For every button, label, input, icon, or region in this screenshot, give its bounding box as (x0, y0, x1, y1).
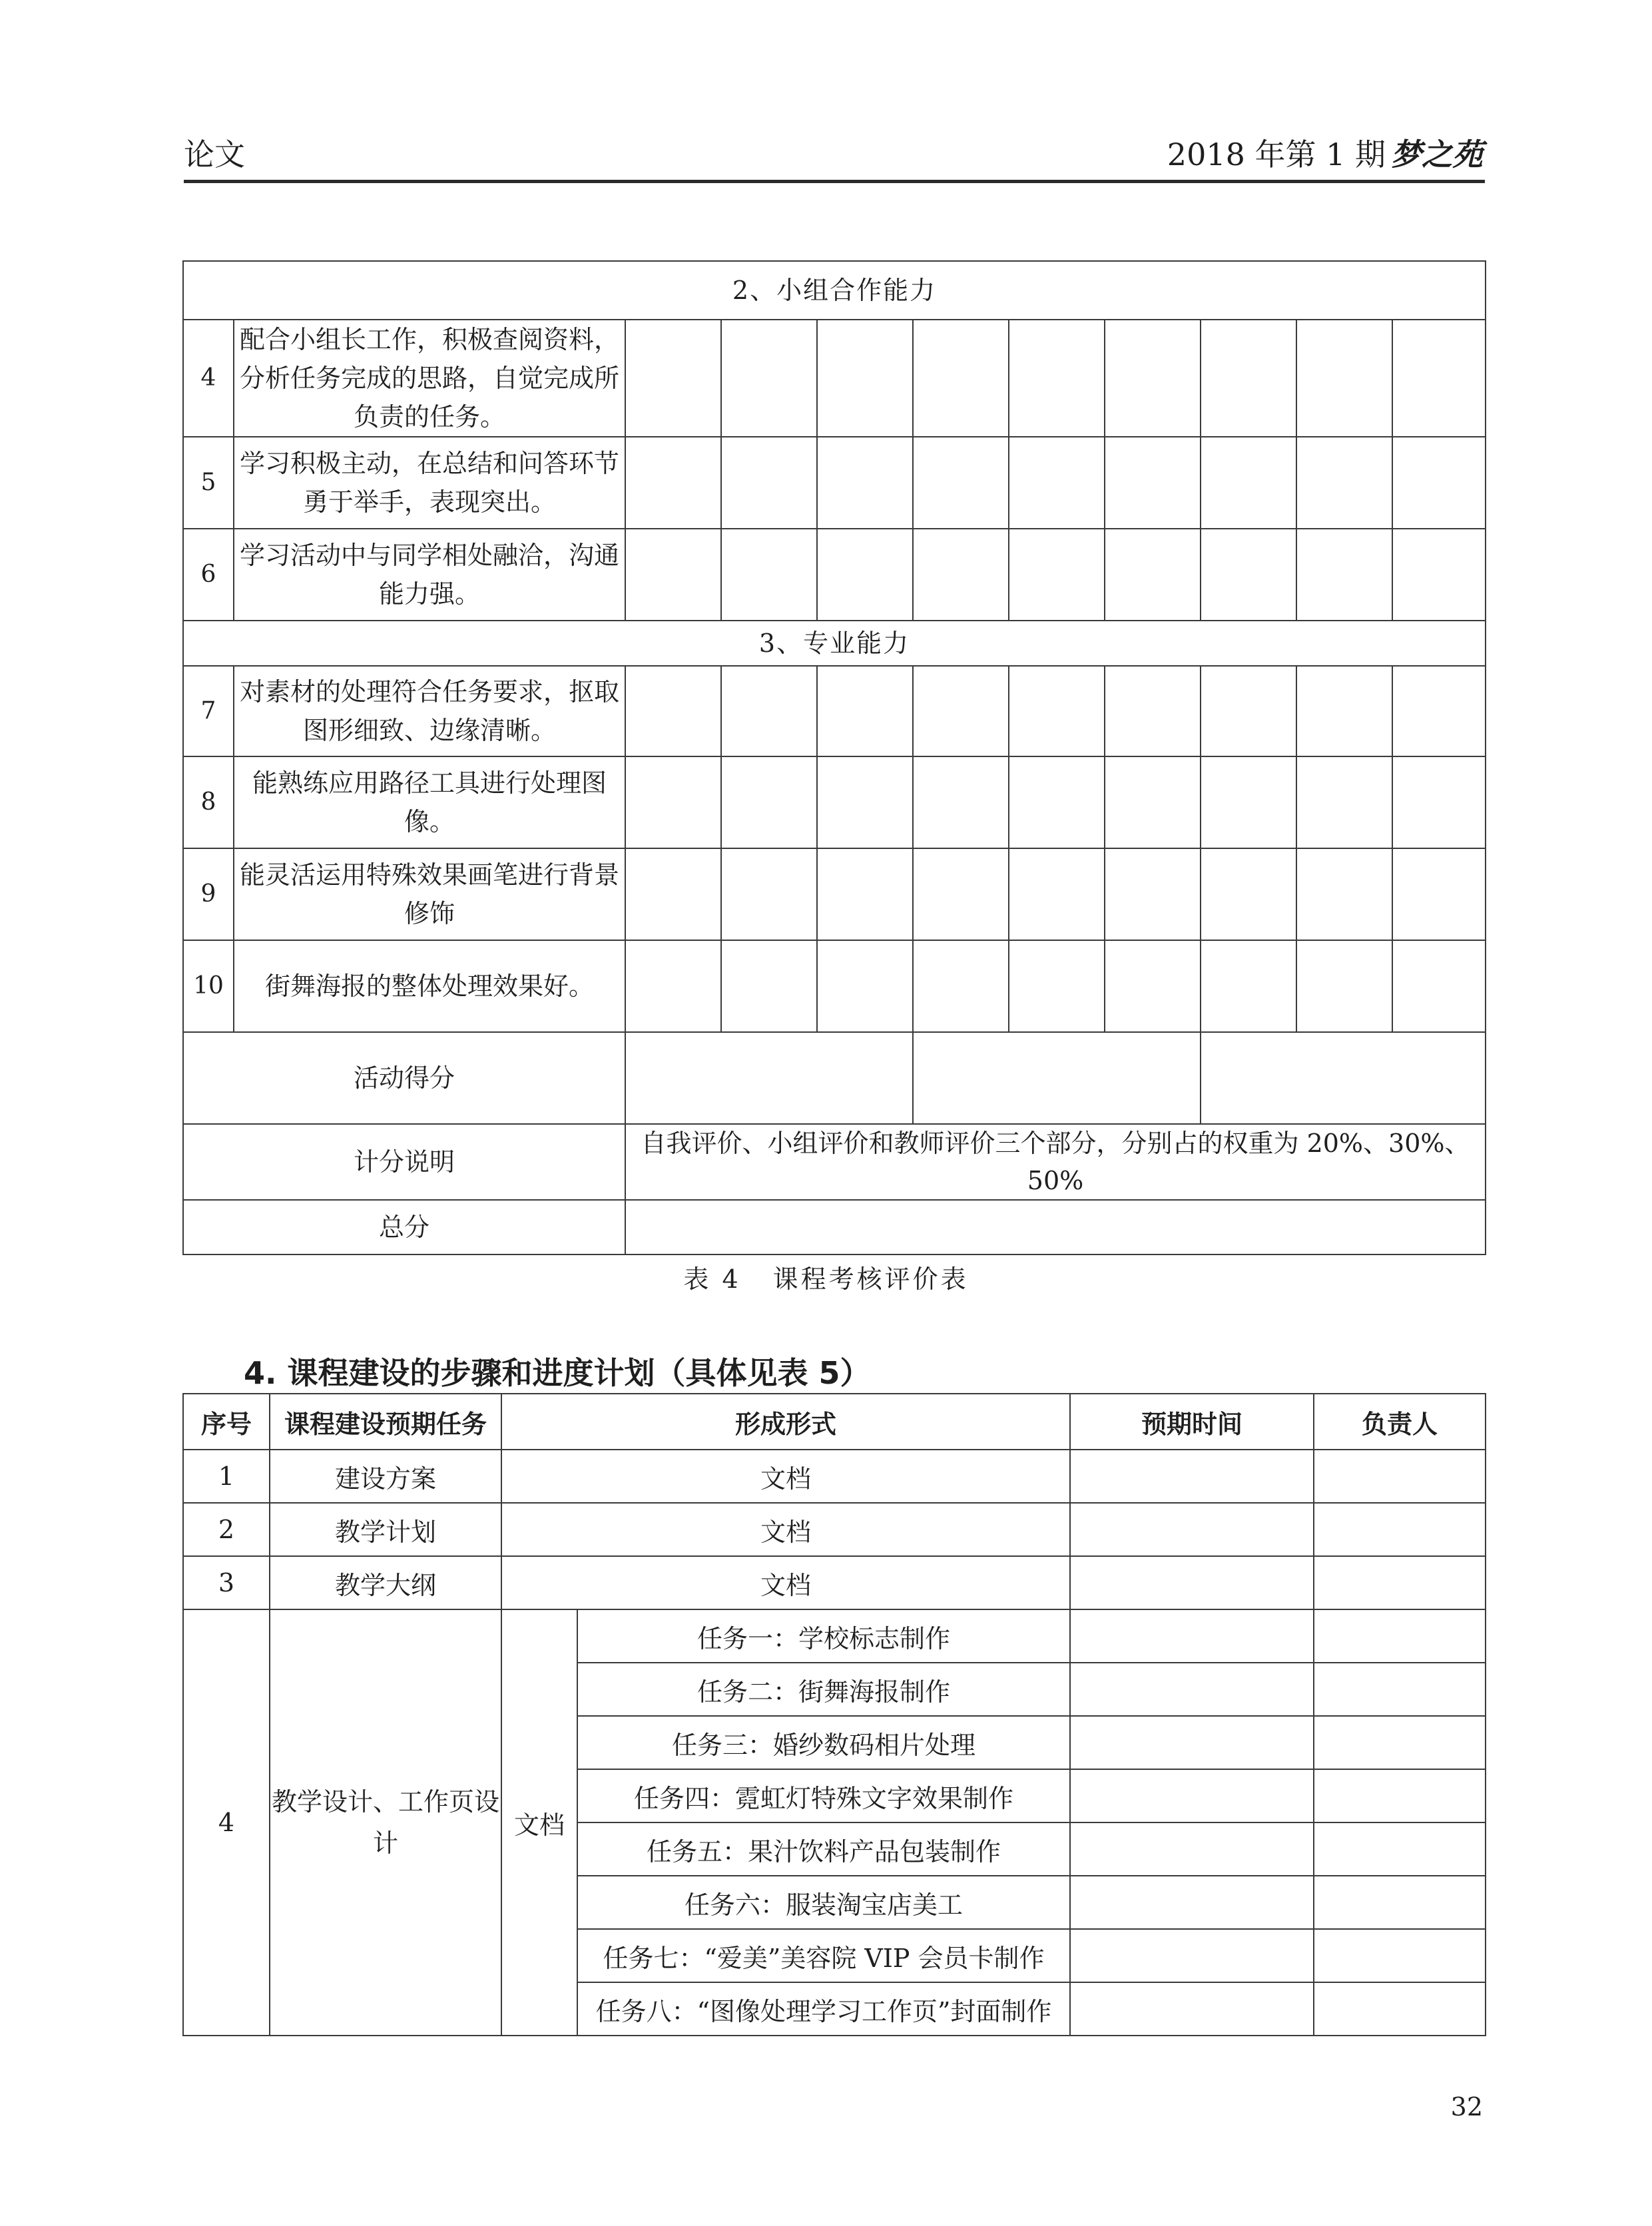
score-cell[interactable] (1296, 529, 1392, 621)
scoring-note-row (183, 1124, 1486, 1200)
criterion-text: 能熟练应用路径工具进行处理图像。 (234, 756, 625, 848)
task-name: 教学大纲 (270, 1556, 501, 1609)
row-number: 6 (183, 529, 234, 621)
score-cell[interactable] (721, 666, 817, 756)
criterion-text: 街舞海报的整体处理效果好。 (234, 940, 625, 1032)
owner-cell[interactable] (1314, 1929, 1486, 1982)
score-cell[interactable] (625, 320, 721, 437)
score-cell[interactable] (625, 940, 721, 1032)
score-cell[interactable] (817, 320, 913, 437)
score-cell[interactable] (1201, 756, 1296, 848)
total-score-cell[interactable] (625, 1200, 1486, 1254)
running-header-right (1167, 131, 1483, 174)
table-row (183, 1503, 1486, 1556)
score-cell[interactable] (817, 756, 913, 848)
score-cell[interactable] (1009, 320, 1105, 437)
subtask-cell: 任务三：婚纱数码相片处理 (577, 1716, 1070, 1769)
subtask-cell: 任务七：“爱美”美容院 VIP 会员卡制作 (577, 1929, 1070, 1982)
score-cell[interactable] (1009, 529, 1105, 621)
section-heading: 3、专业能力 (183, 621, 1486, 666)
score-cell[interactable] (721, 848, 817, 940)
time-cell[interactable] (1070, 1663, 1314, 1716)
evaluation-table (182, 260, 1486, 1255)
issue-label: 2018 年第 1 期 (1167, 137, 1386, 172)
section-heading: 4. 课程建设的步骤和进度计划（具体见表 5） (244, 1355, 871, 1391)
header-row (183, 1394, 1486, 1450)
table-row (183, 1609, 1486, 1663)
score-cell[interactable] (817, 529, 913, 621)
score-cell[interactable] (625, 529, 721, 621)
scoring-note-label: 计分说明 (183, 1124, 625, 1200)
score-cell[interactable] (1296, 437, 1392, 529)
activity-score-row (183, 1032, 1486, 1124)
time-cell[interactable] (1070, 1503, 1314, 1556)
score-cell[interactable] (1392, 666, 1486, 756)
page-number: 32 (1450, 2092, 1483, 2121)
table-row (183, 1450, 1486, 1503)
score-cell[interactable] (1105, 940, 1201, 1032)
section-row (183, 261, 1486, 320)
task-name: 教学设计、工作页设计 (270, 1609, 501, 2036)
activity-score-label: 活动得分 (183, 1032, 625, 1124)
score-cell[interactable] (817, 940, 913, 1032)
subtask-cell: 任务四：霓虹灯特殊文字效果制作 (577, 1769, 1070, 1822)
owner-cell[interactable] (1314, 1556, 1486, 1609)
row-number: 10 (183, 940, 234, 1032)
score-cell[interactable] (913, 848, 1009, 940)
score-cell[interactable] (817, 848, 913, 940)
subtask-cell: 任务八：“图像处理学习工作页”封面制作 (577, 1982, 1070, 2036)
owner-cell[interactable] (1314, 1822, 1486, 1876)
total-label: 总分 (183, 1200, 625, 1254)
score-cell[interactable] (913, 437, 1009, 529)
form-cell: 文档 (501, 1609, 577, 2036)
score-cell[interactable] (1392, 437, 1486, 529)
row-number: 7 (183, 666, 234, 756)
section-row (183, 621, 1486, 666)
total-row (183, 1200, 1486, 1254)
score-cell[interactable] (1009, 756, 1105, 848)
owner-cell[interactable] (1314, 1769, 1486, 1822)
score-cell[interactable] (721, 437, 817, 529)
score-cell[interactable] (1201, 529, 1296, 621)
table-row (183, 320, 1486, 437)
score-cell[interactable] (1201, 940, 1296, 1032)
score-cell[interactable] (1296, 320, 1392, 437)
owner-cell[interactable] (1314, 1982, 1486, 2036)
subtask-cell: 任务六：服装淘宝店美工 (577, 1876, 1070, 1929)
table-row (183, 848, 1486, 940)
criterion-text: 配合小组长工作，积极查阅资料，分析任务完成的思路，自觉完成所负责的任务。 (234, 320, 625, 437)
score-cell[interactable] (1105, 529, 1201, 621)
row-number: 9 (183, 848, 234, 940)
score-cell[interactable] (625, 848, 721, 940)
score-cell[interactable] (1201, 848, 1296, 940)
score-cell[interactable] (1105, 756, 1201, 848)
task-name: 教学计划 (270, 1503, 501, 1556)
caption-title: 课程考核评价表 (772, 1264, 969, 1294)
row-number: 4 (183, 1609, 270, 2036)
time-cell[interactable] (1070, 1822, 1314, 1876)
score-cell[interactable] (1392, 756, 1486, 848)
table-row (183, 666, 1486, 756)
score-cell[interactable] (1201, 666, 1296, 756)
table-row (183, 529, 1486, 621)
score-cell[interactable] (913, 756, 1009, 848)
table-row (183, 1556, 1486, 1609)
score-cell[interactable] (913, 320, 1009, 437)
running-header-left: 论文 (184, 137, 245, 172)
score-cell[interactable] (1201, 320, 1296, 437)
score-cell[interactable] (625, 666, 721, 756)
time-cell[interactable] (1070, 1450, 1314, 1503)
form-cell: 文档 (501, 1450, 1070, 1503)
self-score-cell[interactable] (625, 1032, 913, 1124)
subtask-cell: 任务一：学校标志制作 (577, 1609, 1070, 1663)
col-header-form: 形成形式 (501, 1394, 1070, 1450)
journal-logo: 梦之苑 (1391, 137, 1483, 172)
owner-cell[interactable] (1314, 1450, 1486, 1503)
score-cell[interactable] (721, 529, 817, 621)
teacher-score-cell[interactable] (1201, 1032, 1486, 1124)
row-number: 4 (183, 320, 234, 437)
score-cell[interactable] (1105, 320, 1201, 437)
score-cell[interactable] (1105, 666, 1201, 756)
form-cell: 文档 (501, 1503, 1070, 1556)
score-cell[interactable] (1296, 756, 1392, 848)
time-cell[interactable] (1070, 1929, 1314, 1982)
score-cell[interactable] (1392, 320, 1486, 437)
score-cell[interactable] (1009, 437, 1105, 529)
score-cell[interactable] (1296, 666, 1392, 756)
score-cell[interactable] (1105, 848, 1201, 940)
header-rule (184, 180, 1485, 183)
form-cell: 文档 (501, 1556, 1070, 1609)
owner-cell[interactable] (1314, 1609, 1486, 1663)
time-cell[interactable] (1070, 1556, 1314, 1609)
time-cell[interactable] (1070, 1876, 1314, 1929)
score-cell[interactable] (1392, 940, 1486, 1032)
score-cell[interactable] (1201, 437, 1296, 529)
score-cell[interactable] (1296, 940, 1392, 1032)
score-cell[interactable] (1009, 848, 1105, 940)
time-cell[interactable] (1070, 1769, 1314, 1822)
subtask-cell: 任务二：街舞海报制作 (577, 1663, 1070, 1716)
score-cell[interactable] (913, 529, 1009, 621)
criterion-text: 能灵活运用特殊效果画笔进行背景修饰 (234, 848, 625, 940)
table-caption (0, 1258, 1652, 1295)
score-cell[interactable] (721, 320, 817, 437)
owner-cell[interactable] (1314, 1663, 1486, 1716)
row-number: 1 (183, 1450, 270, 1503)
row-number: 8 (183, 756, 234, 848)
table-row (183, 756, 1486, 848)
caption-label: 表 4 (683, 1264, 741, 1294)
score-cell[interactable] (721, 940, 817, 1032)
col-header-time: 预期时间 (1070, 1394, 1314, 1450)
score-cell[interactable] (625, 437, 721, 529)
row-number: 2 (183, 1503, 270, 1556)
table-row (183, 437, 1486, 529)
score-cell[interactable] (721, 756, 817, 848)
col-header-task: 课程建设预期任务 (270, 1394, 501, 1450)
row-number: 5 (183, 437, 234, 529)
score-cell[interactable] (1009, 940, 1105, 1032)
score-cell[interactable] (625, 756, 721, 848)
task-name: 建设方案 (270, 1450, 501, 1503)
scoring-note-text: 自我评价、小组评价和教师评价三个部分，分别占的权重为 20%、30%、50% (625, 1124, 1486, 1200)
col-header-owner: 负责人 (1314, 1394, 1486, 1450)
criterion-text: 学习积极主动，在总结和问答环节勇于举手，表现突出。 (234, 437, 625, 529)
course-plan-table (182, 1393, 1486, 2036)
row-number: 3 (183, 1556, 270, 1609)
score-cell[interactable] (1105, 437, 1201, 529)
owner-cell[interactable] (1314, 1503, 1486, 1556)
score-cell[interactable] (1009, 666, 1105, 756)
group-score-cell[interactable] (913, 1032, 1201, 1124)
score-cell[interactable] (817, 666, 913, 756)
score-cell[interactable] (913, 940, 1009, 1032)
section-heading: 2、小组合作能力 (183, 261, 1486, 320)
criterion-text: 学习活动中与同学相处融洽，沟通能力强。 (234, 529, 625, 621)
col-header-num: 序号 (183, 1394, 270, 1450)
criterion-text: 对素材的处理符合任务要求，抠取图形细致、边缘清晰。 (234, 666, 625, 756)
time-cell[interactable] (1070, 1982, 1314, 2036)
owner-cell[interactable] (1314, 1876, 1486, 1929)
score-cell[interactable] (1296, 848, 1392, 940)
table-row (183, 940, 1486, 1032)
time-cell[interactable] (1070, 1609, 1314, 1663)
score-cell[interactable] (1392, 529, 1486, 621)
owner-cell[interactable] (1314, 1716, 1486, 1769)
score-cell[interactable] (1392, 848, 1486, 940)
score-cell[interactable] (913, 666, 1009, 756)
score-cell[interactable] (817, 437, 913, 529)
time-cell[interactable] (1070, 1716, 1314, 1769)
subtask-cell: 任务五：果汁饮料产品包装制作 (577, 1822, 1070, 1876)
